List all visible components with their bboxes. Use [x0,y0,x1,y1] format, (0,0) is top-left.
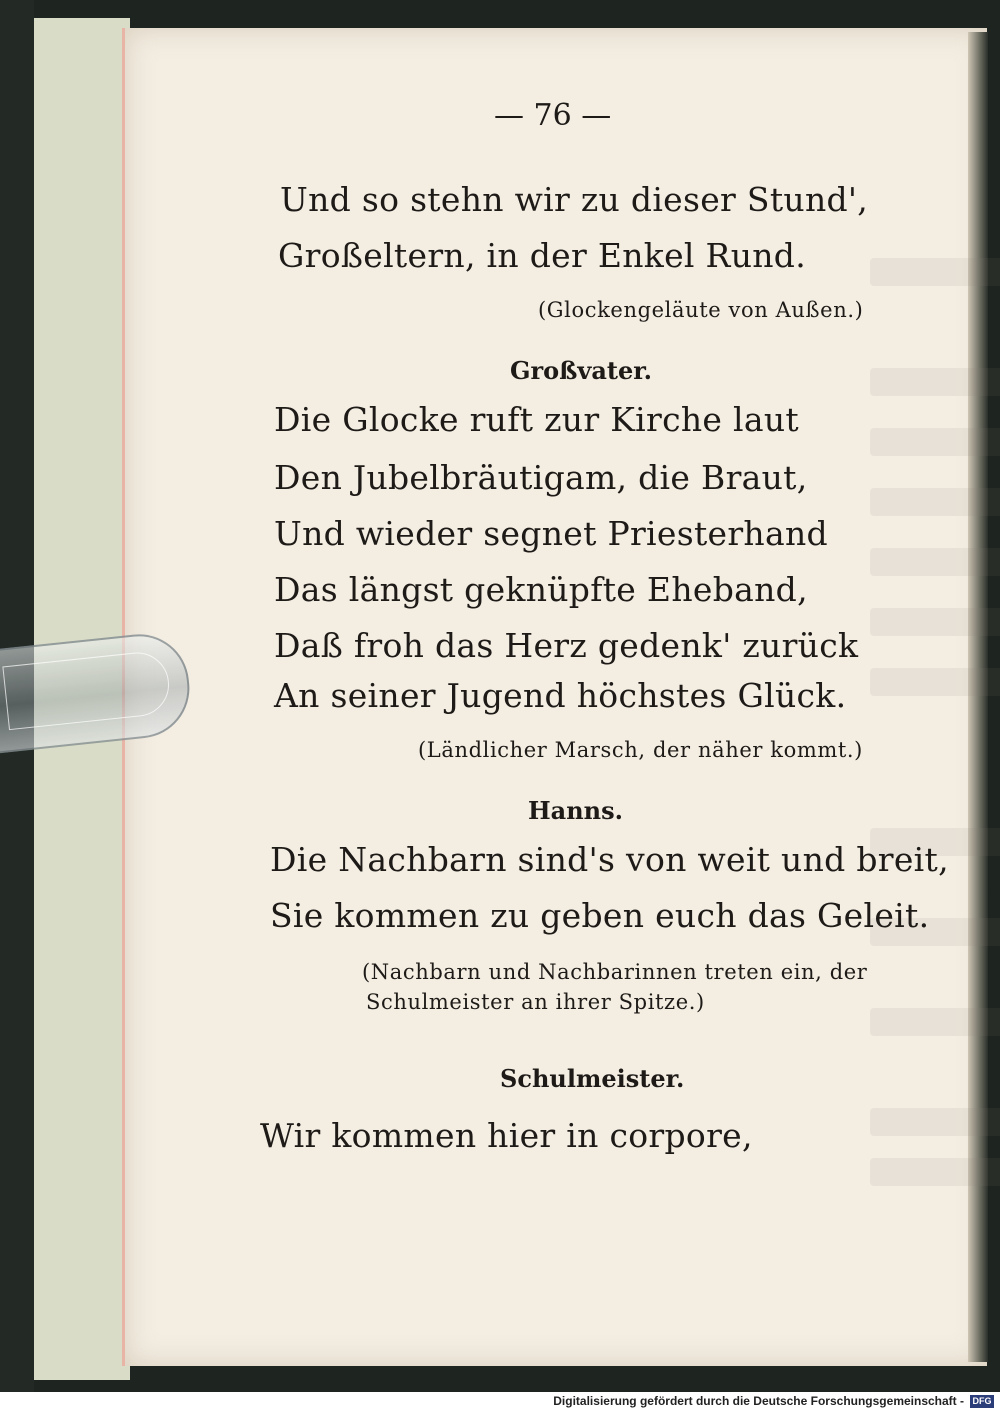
footer-bar [0,1392,1000,1412]
verse-line: Und so stehn wir zu dieser Stund', [280,180,869,219]
verse-line: Und wieder segnet Priesterhand [274,514,828,553]
dfg-logo-icon: DFG [970,1395,994,1408]
verse-line: Großeltern, in der Enkel Rund. [278,236,807,275]
verse-line: Wir kommen hier in corpore, [260,1116,753,1155]
verse-line: Die Glocke ruft zur Kirche laut [274,400,799,439]
speaker-name: Großvater. [510,356,653,385]
stage-direction: (Ländlicher Marsch, der näher kommt.) [418,738,863,762]
verse-line: Sie kommen zu geben euch das Geleit. [270,896,930,935]
page-edge [968,32,988,1362]
verse-line: Das längst geknüpfte Eheband, [274,570,808,609]
verse-line: Daß froh das Herz gedenk' zurück [274,626,859,665]
verse-line: Die Nachbarn sind's von weit und breit, [270,840,949,879]
funding-credit: Digitalisierung gefördert durch die Deutsche Forschungsgemeinschaft - [553,1394,964,1408]
stage-direction: (Glockengeläute von Außen.) [538,298,864,322]
page-number: — 76 — [494,98,612,133]
verse-line: An seiner Jugend höchstes Glück. [274,676,847,715]
speaker-name: Schulmeister. [500,1064,685,1093]
speaker-name: Hanns. [528,796,623,825]
verse-line: Den Jubelbräutigam, die Braut, [274,458,808,497]
stage-direction: Schulmeister an ihrer Spitze.) [366,990,705,1014]
stage-direction: (Nachbarn und Nachbarinnen treten ein, der [362,960,868,984]
